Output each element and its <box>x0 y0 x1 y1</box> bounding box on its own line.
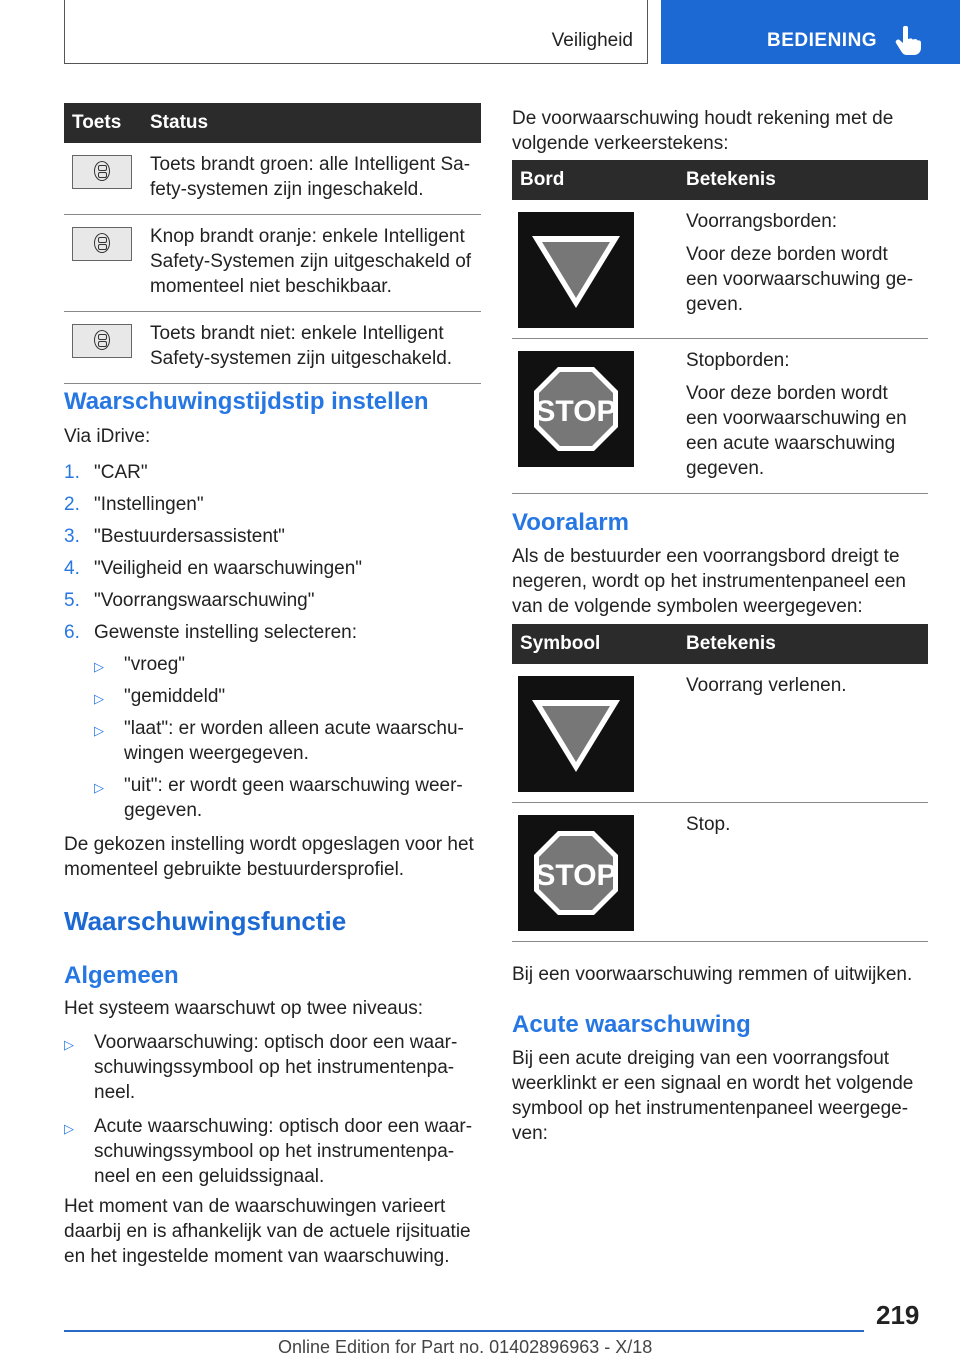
chapter-heading: Waarschuwingsfunctie <box>64 906 347 936</box>
list-item: ▷ "laat": er worden alleen acute waarschu-wingen weergegeven. <box>94 716 481 773</box>
subsection-heading: Algemeen <box>64 962 179 989</box>
triangle-bullet-icon: ▷ <box>94 691 104 706</box>
moment-text: Het moment van de waarschuwingen varieert daarbij en is afhankelijk van de actuele rijsituatie en het ingestelde moment van waarschuwing. <box>64 1196 471 1267</box>
header-chapter-tab[interactable] <box>661 0 960 64</box>
table-cell: Toets brandt groen: alle Intelligent Sa-fety-systemen zijn ingeschakeld. <box>142 143 481 215</box>
list-item: ▷ "vroeg" <box>94 652 481 684</box>
svg-text:STOP: STOP <box>535 395 617 428</box>
svg-text:STOP: STOP <box>535 859 617 892</box>
table-header-cell: Betekenis <box>678 624 928 664</box>
section-heading: Waarschuwingstijdstip instellen <box>64 388 429 415</box>
stop-sign-icon <box>518 815 634 931</box>
sign-text: Voor deze borden wordt een voorwaarschuwing en een acute waarschuwing gegeven. <box>686 383 907 479</box>
header-section-label: Veiligheid <box>551 30 633 51</box>
triangle-bullet-icon: ▷ <box>64 1037 74 1052</box>
triangle-bullet-icon: ▷ <box>94 723 104 738</box>
triangle-bullet-icon: ▷ <box>94 659 104 674</box>
subsection-heading: Acute waarschuwing <box>512 1011 751 1038</box>
button-status-table <box>64 103 481 384</box>
list-item: 2. "Instellingen" <box>64 494 204 515</box>
signs-table <box>512 160 928 494</box>
levels-intro: Het systeem waarschuwt op twee niveaus: <box>64 998 424 1019</box>
table-cell: Voorrang verlenen. <box>678 664 928 803</box>
stop-sign-icon <box>518 351 634 467</box>
footer-edition: Online Edition for Part no. 01402896963 - X/18 <box>278 1337 653 1357</box>
subsection-heading: Vooralarm <box>512 509 629 536</box>
list-item: 4. "Veiligheid en waarschuwingen" <box>64 558 363 579</box>
table-row <box>64 215 481 312</box>
table-row <box>512 339 928 494</box>
safety-button-icon <box>72 155 132 189</box>
table-cell: Stop. <box>678 803 928 942</box>
table-header-cell: Status <box>142 103 481 143</box>
sign-title: Voorrangsborden: <box>686 211 838 232</box>
triangle-bullet-icon: ▷ <box>64 1121 74 1136</box>
table-cell: Toets brandt niet: enkele Intelligent Safety-systemen zijn uitgeschakeld. <box>142 312 481 384</box>
safety-button-icon <box>72 324 132 358</box>
table-header-cell: Bord <box>512 160 678 200</box>
list-item: 1. "CAR" <box>64 462 148 483</box>
yield-sign-icon <box>518 676 634 792</box>
list-item: ▷ "uit": er wordt geen waarschuwing weer-gegeven. <box>94 773 481 830</box>
header-section-box <box>64 0 648 64</box>
saved-text: De gekozen instelling wordt opgeslagen voor het momenteel gebruikte bestuurdersprofiel. <box>64 834 474 880</box>
table-row <box>64 312 481 384</box>
list-item: ▷ Acute waarschuwing: optisch door een waar-schuwingssymbool op het instrumentenpa-neel en een geluidssignaal. <box>64 1114 481 1196</box>
list-item: ▷ "gemiddeld" <box>94 684 481 716</box>
safety-button-icon <box>72 227 132 261</box>
footer-divider <box>64 1330 864 1332</box>
triangle-bullet-icon: ▷ <box>94 780 104 795</box>
table-row <box>64 143 481 215</box>
list-item: 5. "Voorrangswaarschuwing" <box>64 590 315 611</box>
table-row <box>512 664 928 803</box>
signs-intro: De voorwaarschuwing houdt rekening met de volgende verkeerstekens: <box>512 108 894 154</box>
list-item: 3. "Bestuurdersassistent" <box>64 526 285 547</box>
pointing-hand-icon <box>895 26 921 56</box>
symbols-table <box>512 624 928 942</box>
table-cell: Knop brandt oranje: enkele Intelligent Safety-Systemen zijn uitgeschakeld of momenteel niet beschikbaar. <box>142 215 481 312</box>
steps-list <box>64 460 481 830</box>
table-header-cell: Toets <box>64 103 142 143</box>
brake-text: Bij een voorwaarschuwing remmen of uitwijken. <box>512 964 913 985</box>
pre-alarm-text: Als de bestuurder een voorrangsbord dreigt te negeren, wordt op het instrumentenpaneel een van de volgende symbolen weergegeven: <box>512 546 906 617</box>
header-chapter-label: BEDIENING <box>767 30 878 51</box>
acute-text: Bij een acute dreiging van een voorrangsfout weerklinkt er een signaal en wordt het volgende symbool op het instrumentenpaneel weergege-ven: <box>512 1048 914 1144</box>
table-row <box>512 803 928 942</box>
page-number: 219 <box>876 1300 920 1330</box>
levels-list <box>64 1030 481 1196</box>
yield-sign-icon <box>518 212 634 328</box>
table-row <box>512 200 928 339</box>
table-header-cell: Symbool <box>512 624 678 664</box>
via-text: Via iDrive: <box>64 426 151 447</box>
table-header-cell: Betekenis <box>678 160 928 200</box>
sign-text: Voor deze borden wordt een voorwaarschuwing ge-geven. <box>686 244 914 315</box>
list-item: ▷ Voorwaarschuwing: optisch door een waar-schuwingssymbool op het instrumentenpa-neel. <box>64 1030 481 1114</box>
sign-title: Stopborden: <box>686 350 790 371</box>
list-item: 6. Gewenste instelling selecteren: <box>64 622 357 643</box>
